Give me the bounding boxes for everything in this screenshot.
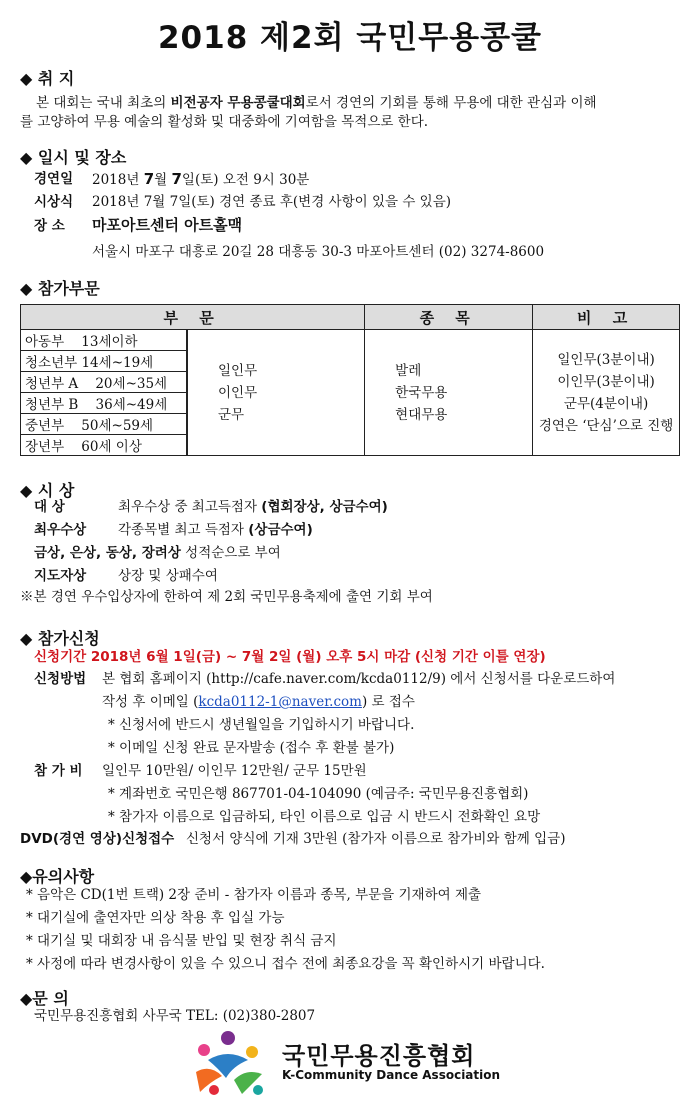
- form-item: 이인무: [218, 384, 258, 401]
- venue-label: 장 소: [34, 218, 65, 234]
- date-label: 경연일: [34, 171, 74, 187]
- caution-item: * 대기실에 출연자만 의상 착용 후 입실 가능: [26, 910, 285, 926]
- method-value: 본 협회 홈페이지 (http://cafe.naver.com/kcda0112/9) 에서 신청서를 다운로드하여: [102, 671, 616, 687]
- fee-value: 일인무 10만원/ 이인무 12만원/ 군무 15만원: [102, 763, 367, 779]
- category-row: 청년부 A 20세~35세: [21, 372, 187, 393]
- genre-item: 한국무용: [395, 384, 448, 401]
- application-period: 신청기간 2018년 6월 1일(금) ~ 7월 2일 (월) 오후 5시 마감 (신청 기간 이틀 연장): [34, 649, 546, 665]
- grand-prize-label: 대 상: [34, 499, 65, 515]
- awards-value: 2018년 7월 7일(토) 경연 종료 후(변경 사항이 있을 수 있음): [92, 194, 452, 210]
- page-title: 2018 제2회 국민무용콩쿨: [157, 20, 542, 56]
- email-line: 작성 후 이메일 (kcda0112-1@naver.com) 로 접수: [102, 694, 415, 710]
- form-item: 군무: [218, 406, 245, 423]
- category-row: 청년부 B 36세~49세: [21, 393, 187, 414]
- purpose-highlight: 비전공자 무용콩쿨대회: [170, 95, 306, 111]
- association-logo-icon: [188, 1030, 276, 1100]
- header-division: 부 문: [21, 305, 365, 330]
- application-note-1: * 신청서에 반드시 생년월일을 기입하시기 바랍니다.: [108, 717, 415, 733]
- association-name-ko: 국민무용진흥협회: [282, 1042, 476, 1070]
- purpose-heading: ◆ 취 지: [20, 69, 75, 88]
- teacher-prize-label: 지도자상: [34, 568, 87, 584]
- venue-name: 마포아트센터 아트홀맥: [92, 216, 243, 234]
- category-row: 중년부 50세~59세: [21, 414, 187, 435]
- caution-item: * 음악은 CD(1번 트랙) 2장 준비 - 참가자 이름과 종목, 부문을 기재하여 제출: [26, 887, 482, 903]
- cautions-heading: ◆유의사항: [20, 867, 95, 886]
- note-item: 일인무(3분이내): [557, 351, 655, 368]
- medals-line: 금상, 은상, 동상, 장려상 성적순으로 부여: [34, 545, 281, 561]
- contact-value: 국민무용진흥협회 사무국 TEL: (02)380-2807: [34, 1008, 316, 1024]
- fee-label: 참 가 비: [34, 763, 83, 779]
- prizes-heading: ◆ 시 상: [20, 481, 75, 500]
- venue-address: 서울시 마포구 대흥로 20길 28 대흥동 30-3 마포아트센터 (02) 3274-8600: [92, 244, 545, 260]
- prizes-note: ※본 경연 우수입상자에 한하여 제 2회 국민무용축제에 출연 기회 부여: [20, 589, 433, 605]
- best-prize-value: 각종목별 최고 득점자 (상금수여): [118, 522, 313, 538]
- header-note: 비 고: [533, 305, 680, 330]
- method-label: 신청방법: [34, 671, 87, 687]
- caution-item: * 사정에 따라 변경사항이 있을 수 있으니 접수 전에 최종요강을 꼭 확인하시기 바랍니다.: [26, 956, 545, 972]
- application-note-2: * 이메일 신청 완료 문자발송 (접수 후 환불 불가): [108, 740, 395, 756]
- notes-cell: [533, 330, 680, 456]
- account-line: * 계좌번호 국민은행 867701-04-104090 (예금주: 국민무용진흥협회): [108, 786, 529, 802]
- category-row: 아동부 13세이하: [21, 330, 187, 351]
- forms-cell: [188, 330, 365, 456]
- category-cell: [21, 330, 188, 456]
- header-genre: 종 목: [365, 305, 533, 330]
- dvd-label: DVD(경연 영상)신청접수: [20, 831, 175, 847]
- awards-label: 시상식: [34, 194, 74, 210]
- purpose-line-1: 본 대회는 국내 최초의 비전공자 무용콩쿨대회로서 경연의 기회를 통해 무용에 대한 관심과 이해: [36, 95, 597, 111]
- category-row: 장년부 60세 이상: [21, 435, 187, 456]
- best-prize-label: 최우수상: [34, 522, 87, 538]
- teacher-prize-value: 상장 및 상패수여: [118, 568, 218, 584]
- schedule-heading: ◆ 일시 및 장소: [20, 148, 127, 167]
- note-item: 경연은 ‘단심’으로 진행: [538, 417, 674, 434]
- dvd-value: 신청서 양식에 기재 3만원 (참가자 이름으로 참가비와 함께 입금): [186, 831, 566, 847]
- divisions-table: [20, 304, 680, 456]
- email-link[interactable]: kcda0112-1@naver.com: [198, 694, 362, 710]
- category-row: 청소년부 14세~19세: [21, 351, 187, 372]
- genres-cell: [365, 330, 533, 456]
- form-item: 일인무: [218, 362, 258, 379]
- genre-item: 현대무용: [395, 406, 448, 423]
- date-value: 2018년 7월 7일(토) 오전 9시 30분: [92, 170, 310, 188]
- purpose-line-2: 를 고양하여 무용 예술의 활성화 및 대중화에 기여함을 목적으로 한다.: [20, 114, 429, 130]
- genre-item: 발레: [395, 362, 422, 379]
- grand-prize-value: 최우수상 중 최고득점자 (협회장상, 상금수여): [118, 499, 388, 515]
- contact-heading: ◆문 의: [20, 989, 69, 1008]
- association-name-en: K-Community Dance Association: [282, 1068, 501, 1082]
- note-item: 이인무(3분이내): [557, 373, 655, 390]
- caution-item: * 대기실 및 대회장 내 음식물 반입 및 현장 취식 금지: [26, 933, 337, 949]
- deposit-note: * 참가자 이름으로 입금하되, 타인 이름으로 입금 시 반드시 전화확인 요망: [108, 809, 541, 825]
- application-heading: ◆ 참가신청: [20, 629, 100, 648]
- divisions-heading: ◆ 참가부문: [20, 279, 100, 298]
- note-item: 군무(4분이내): [563, 395, 649, 412]
